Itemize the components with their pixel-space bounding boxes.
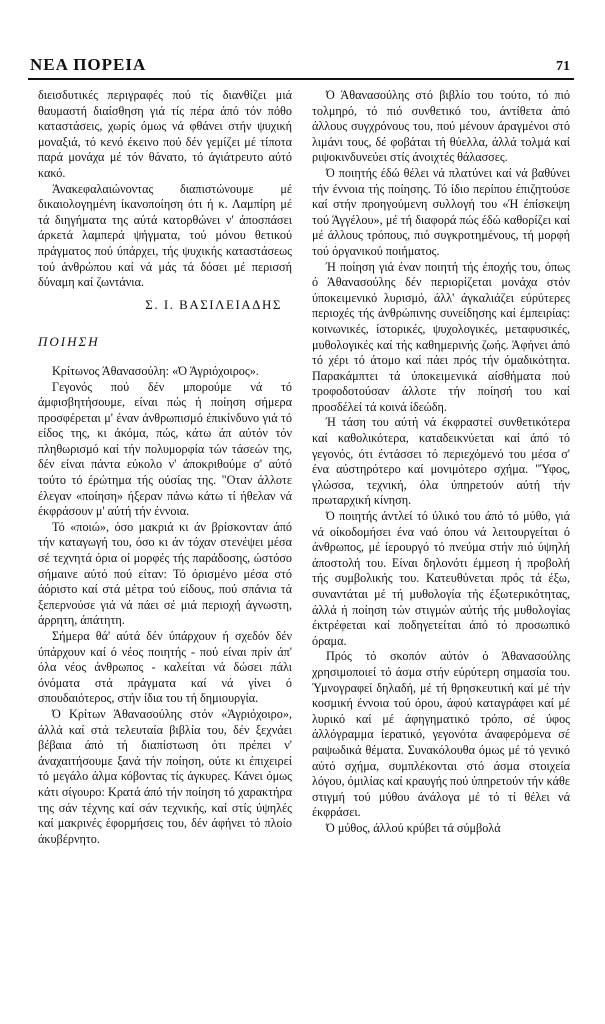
paragraph: Ό Άθανασούλης στό βιβλίο του τούτο, τό πιό τολμηρό, τό πιό συνθετικό του, άντίθετα άπό άλλους συγχρόνους του, πού μένουν άραγμένοι στό λιμάνι τους, δέ φοβάται τή θύελλα, άλλά τολμά καί ριψοκινδυνεύει στίς άνοιχτές θάλασσες. bbox=[312, 88, 570, 165]
header-rule bbox=[28, 78, 574, 80]
paragraph: Ή ποίηση γιά έναν ποιητή τής έποχής του, όπως ό Άθανασούλης δέν περιορίζεται μονάχα στόν ύποκειμενικό λυρισμό, άλλ' άγκαλιάζει εύρύτερες περιοχές τής άνθρώπινης συνείδησης καί έμπειρίας: κοινωνικές, ίστορικές, ψυχολογικές, μεταφυσικές, μυθολογικές καί τής καθημερινής ζωής. Άφήνει άπό τό χέρι τό άτομο καί πάει πρός τήν όμαδικότητα. Παρακάμπτει τά ύποκειμενικά αίσθήματα πού τροφοδοτούσαν άλλοτε τήν ποίησή του καί προσδέλεί τά κοινά ίδεώδη. bbox=[312, 259, 570, 414]
paragraph: Ή τάση του αύτή νά έκφραστεί συνθετικότερα καί καθολικότερα, καταδεικνύεται καί άπό τό γεγονός, ότι έντάσσει τό περιεχόμενό του μέσα σ' ένα αύστηρότερο καί μονιμότερο σχήμα. "Ύφος, γλώσσα, τεχνική, όλα ύπηρετούν αύτή τήν πρωταρχική κίνηση. bbox=[312, 415, 570, 508]
paragraph: διεισδυτικές περιγραφές πού τίς διανθίζει μιά θαυμαστή διαίσθηση γιά τίς πέρα άπό τόν πόθο καταστάσεις, χωρίς όμως νά φθάνει στήν ψυχική μοναξιά, τό κενό έκεινο πού δέν γεμίζει μέ τίποτα παρά μονάχα μέ τόν θάνατο, τό άγιάτρευτο αύτό κακό. bbox=[38, 88, 292, 180]
left-column bbox=[38, 88, 292, 1008]
paragraph: Πρός τό σκοπόν αύτόν ό Άθανασούλης χρησιμοποιεί τό άσμα στήν εύρύτερη σημασία του. Ύμνογραφεί δηλαδή, μέ τή θρησκευτική καί μέ τήν κοσμική έννοια τού όρου, άφού καταγράφει καί μέ λυρικό καί μέ άφηγηματικό τρόπο, σέ ύφος άλλόγραμμα ίερατικό, γεγονότα άναφερόμενα σέ ραψωδικά θέματα. Συνακόλουθα όμως μέ τό γενικό αύτό σχήμα, συμπλέκονται στό άσμα στοιχεία λόγου, όμιλίας καί κραυγής πού ύπηρετούν τήν κάθε στιγμή τού μύθου άνάλογα μέ τό τί θέλει νά έκφράσει. bbox=[312, 649, 570, 820]
section-title: ΠΟΙΗΣΗ bbox=[38, 334, 100, 350]
page-header bbox=[30, 53, 570, 75]
paragraph: Ό μύθος, άλλού κρύβει τά σύμβολά bbox=[326, 820, 501, 835]
paragraph: Ό Κρίτων Άθανασούλης στόν «Άγριόχοιρο», άλλά καί στά τελευταία βιβλία του, δέν ξεχνάει βέβαια άπό τή διαπίστωση ότι πρέπει ν' άναχαιτήσουμε ξανά τήν ποίηση, ούτε κι έπιχειρεί τό μεγάλο άλμα κόβοντας τίς άγκυρες. Κάνει όμως κάτι σίγουρο: Κρατά άπό τήν ποίηση τό χαρακτήρα της σάν τέχνης καί σάν τεχνικής, καί στίς ύψηλές καί μακρινές έφορμήσεις του, δέν άφήνει τό πλοίο άκυβέρνητο. bbox=[38, 706, 292, 846]
paragraph: Ό ποιητής έδώ θέλει νά πλατύνει καί νά βαθύνει τήν έννοια τής ποίησης. Τό ίδιο περίπου έπιζητούσε καί στήν προηγούμενη συλλογή του «Ή έπίσκεψη τού Άγγέλου», μέ τή διαφορά πώς έδώ καθορίζει καί μέ άλλους τρόπους, πιό συγκροτημένους, τή μορφή τού όργανικού ποιήματος. bbox=[312, 165, 570, 258]
paragraph: Τό «ποιώ», όσο μακριά κι άν βρίσκονταν άπό τήν καταγωγή του, όσο κι άν τόχαν στενέψει μέσα σέ τεχνητά όρια οί μορφές τής παράδοσης, ώστόσο σήμαινε αύτό πού είταν: Τό όρισμένο μέσα στό άόριστο καί στά μέτρα τού είδους, πού σπάνια τά ξεπερνούσε γιά νά πάει σέ μιά περιοχή άγνωστη, άρρητη, άπάτητη. bbox=[38, 519, 292, 628]
paragraph: Γεγονός πού δέν μπορούμε νά τό άμφισβητήσουμε, είναι πώς ή ποίηση σήμερα προσφέρεται μ' έναν άνθρωπισμό έπικίνδυνο γιά τό είδος της, κι άκόμα, πώς, κάτω άπ αύτόν τόν πληθωρισμό καί τήν πολυμορφία τών τάσεών της, δέν είναι πάντα εύκολο ν' άποκριθούμε σ' αύτό τούτο τό έρώτημα τής ούσίας της. "Οταν άλλοτε έλεγαν «ποίηση» ήξεραν πάνω κάτω τί ήθελαν νά έκφράσουν μ' αύτή τήν έννοια. bbox=[38, 379, 292, 519]
author-signature: Σ. Ι. ΒΑΣΙΛΕΙΑΔΗΣ bbox=[145, 296, 282, 312]
book-reference: Κρίτωνος Άθανασούλη: «Ό Άγριόχοιρος». bbox=[52, 363, 259, 378]
journal-title: ΝΕΑ ΠΟΡΕΙΑ bbox=[30, 55, 147, 74]
right-column bbox=[312, 88, 570, 1008]
paragraph: Σήμερα θά' αύτά δέν ύπάρχουν ή σχεδόν δέν ύπάρχουν καί ό νέος ποιητής - πού είναι πρίν άπ' όλα νέος άνθρωπος - καλείται νά δώσει πάλι όνόματα στά πράγματα καί νά γίνει ό σπουδαιότερος, στήν ίδια του τή δημιουργία. bbox=[38, 629, 292, 706]
paragraph: Ό ποιητής άντλεί τό ύλικό του άπό τό μύθο, γιά νά οίκοδομήσει ένα ναό όπου νά λειτουργείται ό άνθρωπος, μέ ίερουργό τό πνεύμα στήν πιό ύψηλή άποστολή του. Είναι δηλονότι έμμεση ή προβολή τής συμβολικής του. Κατευθύνεται πρός τά έξω, συναντάται μέ τή μυθολογία τής έξωτερικότητας, άλλά ή ποίηση τών στιγμών αύτής τής μυθολογίας έκτρέφεται καί ποδηγετείται άπό τό προσωπικό όραμα. bbox=[312, 509, 570, 648]
page-number: 71 bbox=[556, 59, 570, 74]
paragraph: Άνακεφαλαιώνοντας διαπιστώνουμε μέ δικαιολογημένη ίκανοποίηση ότι ή κ. Λαμπίρη μέ τά διηγήματα της αύτά κατορθώνει ν' άποσπάσει άρκετά λαμπερά ψήγματα, τού μόνου θετικού πράγματος πού ύπάρχει, τής ψυχικής καταστάσεως τού άνθρώπου καί νά μάς τά δόσει μέ περισσή δύναμη καί ζωντάνια. bbox=[38, 181, 292, 290]
